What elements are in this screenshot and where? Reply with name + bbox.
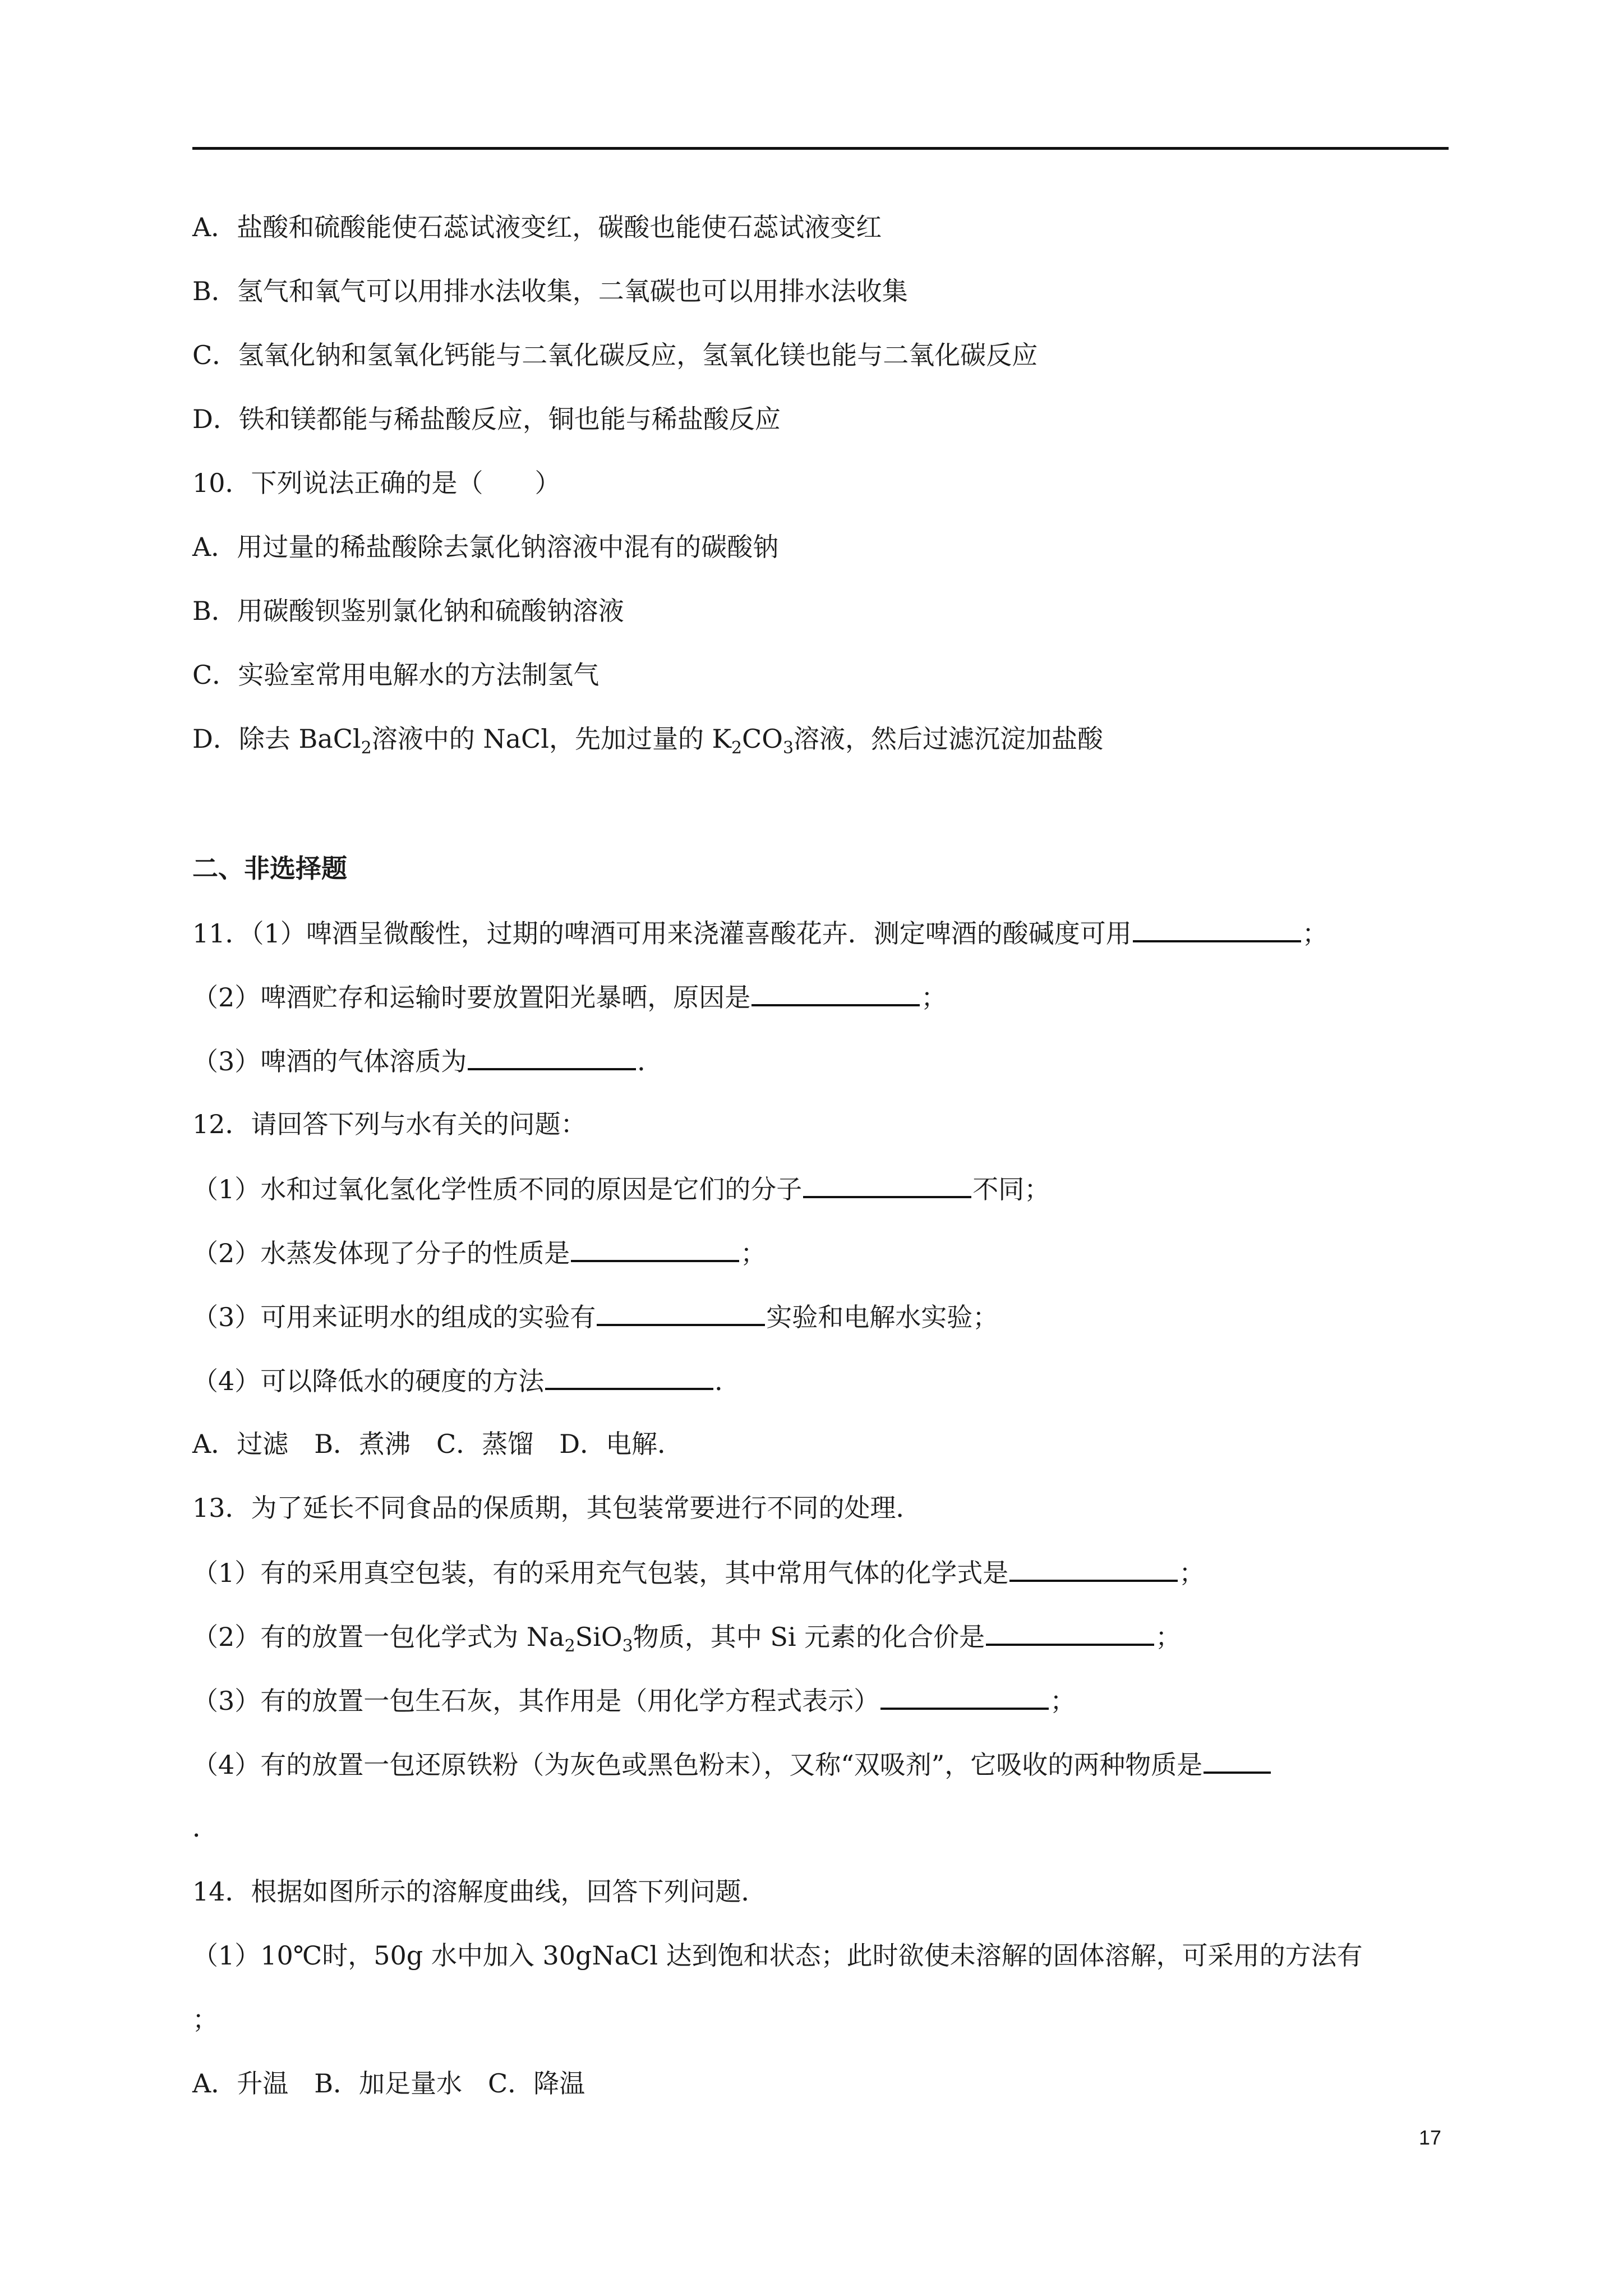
q10-stem: 10．下列说法正确的是（ ） bbox=[192, 468, 561, 498]
answer-blank[interactable] bbox=[1204, 1747, 1271, 1774]
answer-blank[interactable] bbox=[986, 1619, 1154, 1646]
q13-stem: 13．为了延长不同食品的保质期，其包装常要进行不同的处理． bbox=[192, 1493, 922, 1523]
q12-stem: 12．请回答下列与水有关的问题： bbox=[192, 1109, 587, 1139]
q9-option-c: C．氢氧化钠和氢氧化钙能与二氧化碳反应，氢氧化镁也能与二氧化碳反应 bbox=[192, 340, 1038, 370]
q12-line-3: （3）可用来证明水的组成的实验有 实验和电解水实验； bbox=[192, 1299, 998, 1334]
answer-blank[interactable] bbox=[751, 979, 920, 1006]
answer-blank[interactable] bbox=[571, 1235, 739, 1262]
page-number: 17 bbox=[1419, 2126, 1442, 2149]
q12-line-2: （2）水蒸发体现了分子的性质是 ； bbox=[192, 1235, 766, 1270]
q12-line-4: （4）可以降低水的硬度的方法 ． bbox=[192, 1363, 740, 1398]
answer-blank[interactable] bbox=[803, 1171, 971, 1198]
answer-blank[interactable] bbox=[468, 1043, 636, 1070]
q10-option-c: C．实验室常用电解水的方法制氢气 bbox=[192, 660, 600, 690]
q14-line-1-cont: ； bbox=[192, 2004, 218, 2035]
q13-line-3: （3）有的放置一包生石灰，其作用是（用化学方程式表示） ； bbox=[192, 1683, 1076, 1718]
answer-blank[interactable] bbox=[1009, 1555, 1178, 1582]
answer-blank[interactable] bbox=[545, 1363, 713, 1390]
section-title: 二、非选择题 bbox=[192, 853, 347, 884]
q11-line-1: 11．（1）啤酒呈微酸性，过期的啤酒可用来浇灌喜酸花卉．测定啤酒的酸碱度可用 ； bbox=[192, 915, 1328, 950]
q13-line-4-cont: ． bbox=[192, 1812, 218, 1843]
answer-blank[interactable] bbox=[1133, 915, 1301, 942]
q14-line-1: （1）10℃时，50g 水中加入 30gNaCl 达到饱和状态；此时欲使未溶解的固体溶解，可采用的方法有 bbox=[192, 1940, 1363, 1971]
q9-option-b: B．氢气和氧气可以用排水法收集，二氧碳也可以用排水法收集 bbox=[192, 276, 908, 306]
q13-line-2: （2）有的放置一包化学式为 $Na_2SiO_3$物质，其中 Si 元素的化合价是 ； bbox=[192, 1619, 1181, 1663]
q10-option-a: A．用过量的稀盐酸除去氯化钠溶液中混有的碳酸钠 bbox=[192, 532, 779, 562]
answer-blank[interactable] bbox=[597, 1299, 765, 1326]
q10-option-b: B．用碳酸钡鉴别氯化钠和硫酸钠溶液 bbox=[192, 596, 624, 626]
q11-line-3: （3）啤酒的气体溶质为 ． bbox=[192, 1043, 663, 1078]
q14-options: A．升温 B．加足量水 C．降温 bbox=[192, 2068, 585, 2099]
q10-option-d: D．除去 BaCl$_2$溶液中的 NaCl，先加过量的 $K_2CO_3$溶液，然后过滤沉淀加盐酸 bbox=[192, 724, 1104, 758]
q13-line-4: （4）有的放置一包还原铁粉（为灰色或黑色粉末），又称“双吸剂”，它吸收的两种物质是 bbox=[192, 1747, 1272, 1782]
q12-line-1: （1）水和过氧化氢化学性质不同的原因是它们的分子 不同； bbox=[192, 1171, 1050, 1206]
q9-option-a: A．盐酸和硫酸能使石蕊试液变红，碳酸也能使石蕊试液变红 bbox=[192, 212, 882, 242]
header-rule bbox=[192, 147, 1449, 150]
q12-options: A．过滤 B．煮沸 C．蒸馏 D．电解． bbox=[192, 1429, 684, 1459]
q9-option-d: D．铁和镁都能与稀盐酸反应，铜也能与稀盐酸反应 bbox=[192, 404, 781, 434]
answer-blank[interactable] bbox=[880, 1683, 1049, 1710]
q11-line-2: （2）啤酒贮存和运输时要放置阳光暴晒，原因是 ； bbox=[192, 979, 947, 1014]
q13-line-1: （1）有的采用真空包装，有的采用充气包装，其中常用气体的化学式是 ； bbox=[192, 1555, 1205, 1590]
q14-stem: 14．根据如图所示的溶解度曲线，回答下列问题． bbox=[192, 1876, 767, 1907]
